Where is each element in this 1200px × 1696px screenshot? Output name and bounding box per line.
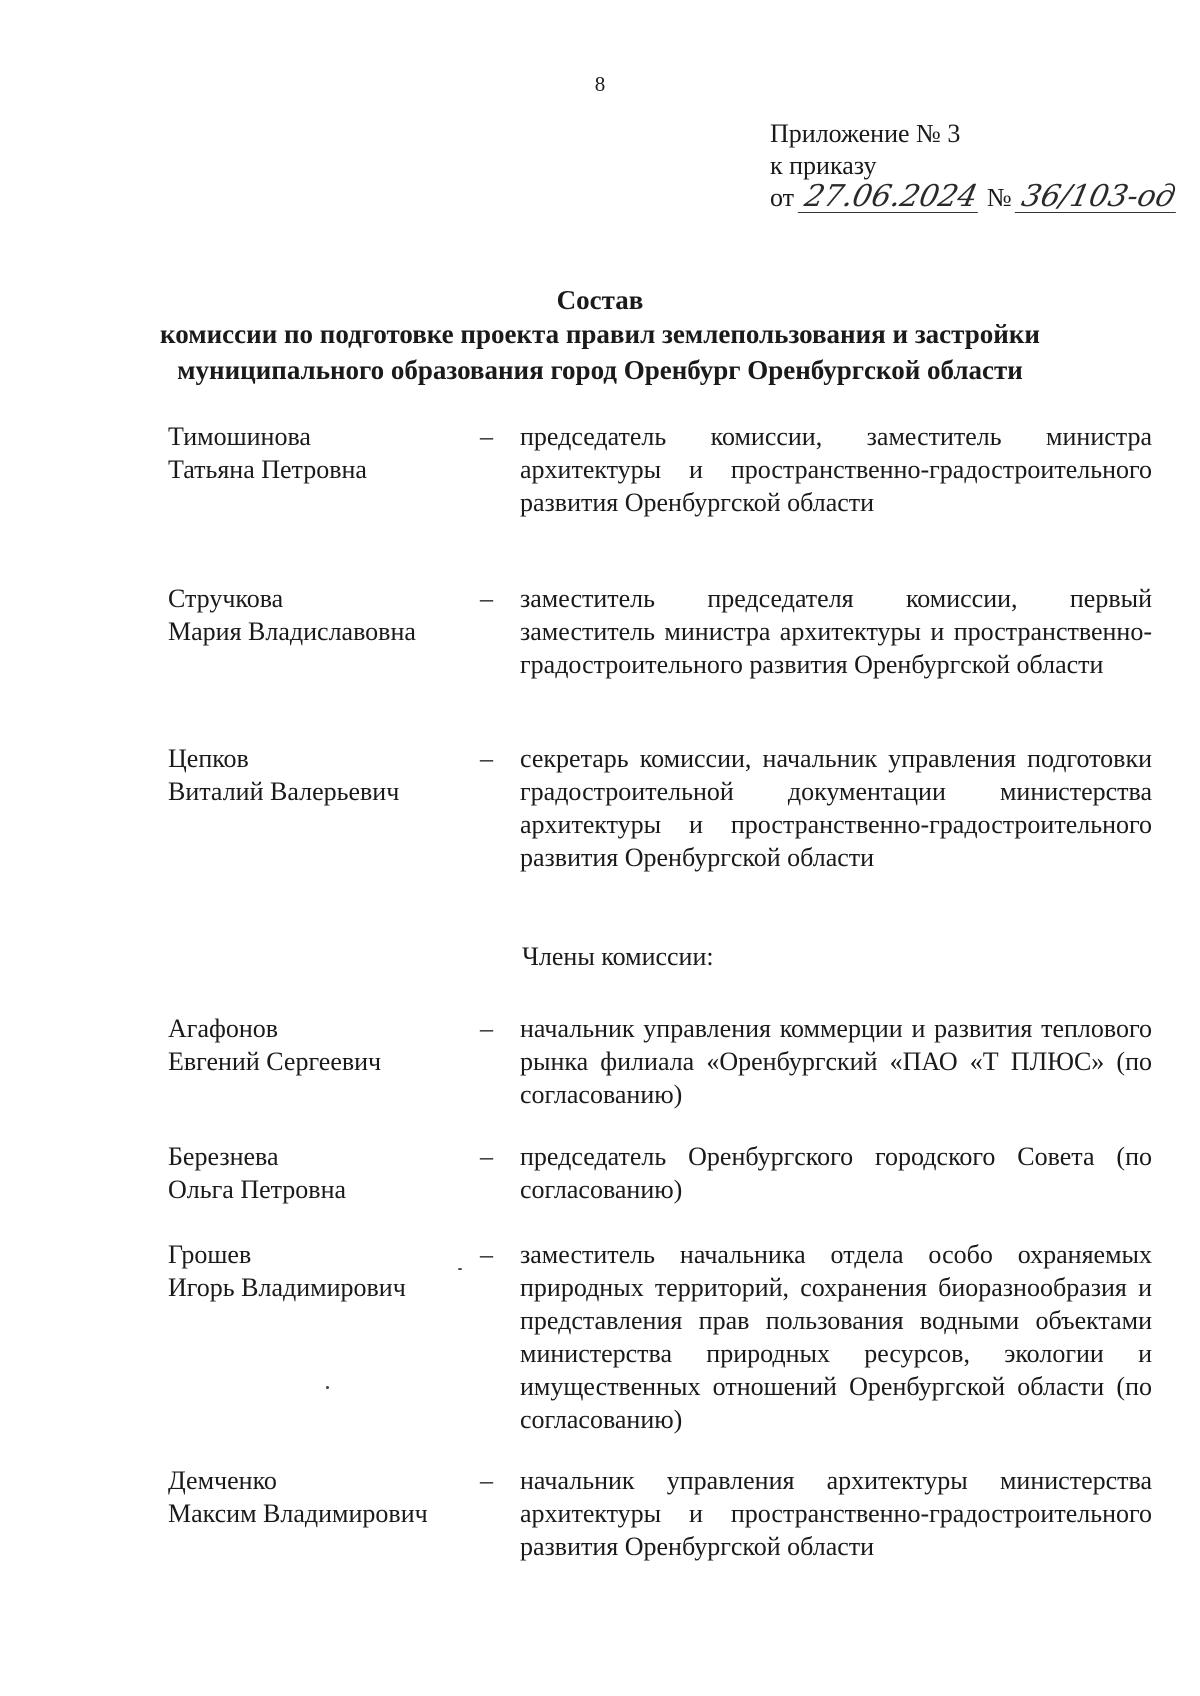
member-role: председатель Оренбургского городского Совета (по согласованию) [520,1142,1152,1204]
scan-speck [326,1386,329,1389]
member-name [168,1012,468,1078]
document-subtitle-line1: комиссии по подготовке проекта правил землепользования и застройки [160,319,1040,349]
member-surname: Агафонов [168,1014,279,1043]
member-given-names: Игорь Владимирович [168,1273,406,1302]
member-surname: Грошев [168,1240,252,1269]
page-number: 8 [594,72,606,96]
appendix-order-ref: к приказу [770,151,877,180]
member-name [168,420,468,486]
member-role: заместитель начальника отдела особо охраняемых природных территорий, сохранения биоразнообразия и представления прав пользования водными объектами министерства природных ресурсов, экологии и имущественных отношений Оренбургской области (по согласованию) [520,1240,1152,1434]
member-given-names: Евгений Сергеевич [168,1047,382,1076]
scan-speck [458,1268,462,1270]
dash-separator: – [480,584,493,613]
from-label: от [770,183,795,212]
member-surname: Березнева [168,1142,279,1171]
member-name [168,1464,468,1530]
member-given-names: Ольга Петровна [168,1175,347,1204]
member-role: начальник управления коммерции и развития теплового рынка филиала «Оренбургский «ПАО «Т ПЛЮС» (по согласованию) [520,1014,1152,1109]
member-name [168,1238,468,1304]
member-name [168,1140,468,1206]
member-surname: Тимошинова [168,422,311,451]
appendix-date-line [770,179,1179,214]
member-surname: Стручкова [168,584,284,613]
appendix-block [770,118,1179,214]
member-given-names: Татьяна Петровна [168,455,367,484]
member-role: председатель комиссии, заместитель министра архитектуры и пространственно-градостроительного развития Оренбургской области [520,422,1152,517]
dash-separator: – [480,422,493,451]
document-subtitle-line2: муниципального образования город Оренбург Оренбургской области [177,355,1023,385]
member-name [168,582,468,648]
member-role: начальник управления архитектуры министерства архитектуры и пространственно-градостроительного развития Оренбургской области [520,1466,1152,1561]
member-role: секретарь комиссии, начальник управления подготовки градостроительной документации министерства архитектуры и пространственно-градостроительного развития Оренбургской области [520,744,1152,872]
member-given-names: Мария Владиславовна [168,617,416,646]
dash-separator: – [480,1466,493,1495]
member-given-names: Максим Владимирович [168,1499,428,1528]
member-surname: Демченко [168,1466,277,1495]
member-name [168,742,468,808]
members-section-heading: Члены комиссии: [522,942,714,971]
number-label: № [986,183,1012,212]
dash-separator: – [480,1014,493,1043]
appendix-title: Приложение № 3 [770,119,961,148]
member-role: заместитель председателя комиссии, первый заместитель министра архитектуры и пространственно-градостроительного развития Оренбургской области [520,584,1152,679]
handwritten-date: 27.06.2024 [797,182,983,213]
dash-separator: – [480,1142,493,1171]
document-title: Состав [556,285,644,315]
handwritten-number: 36/103-од [1015,182,1182,213]
member-surname: Цепков [168,744,249,773]
dash-separator: – [480,1240,493,1269]
dash-separator: – [480,744,493,773]
member-given-names: Виталий Валерьевич [168,777,400,806]
